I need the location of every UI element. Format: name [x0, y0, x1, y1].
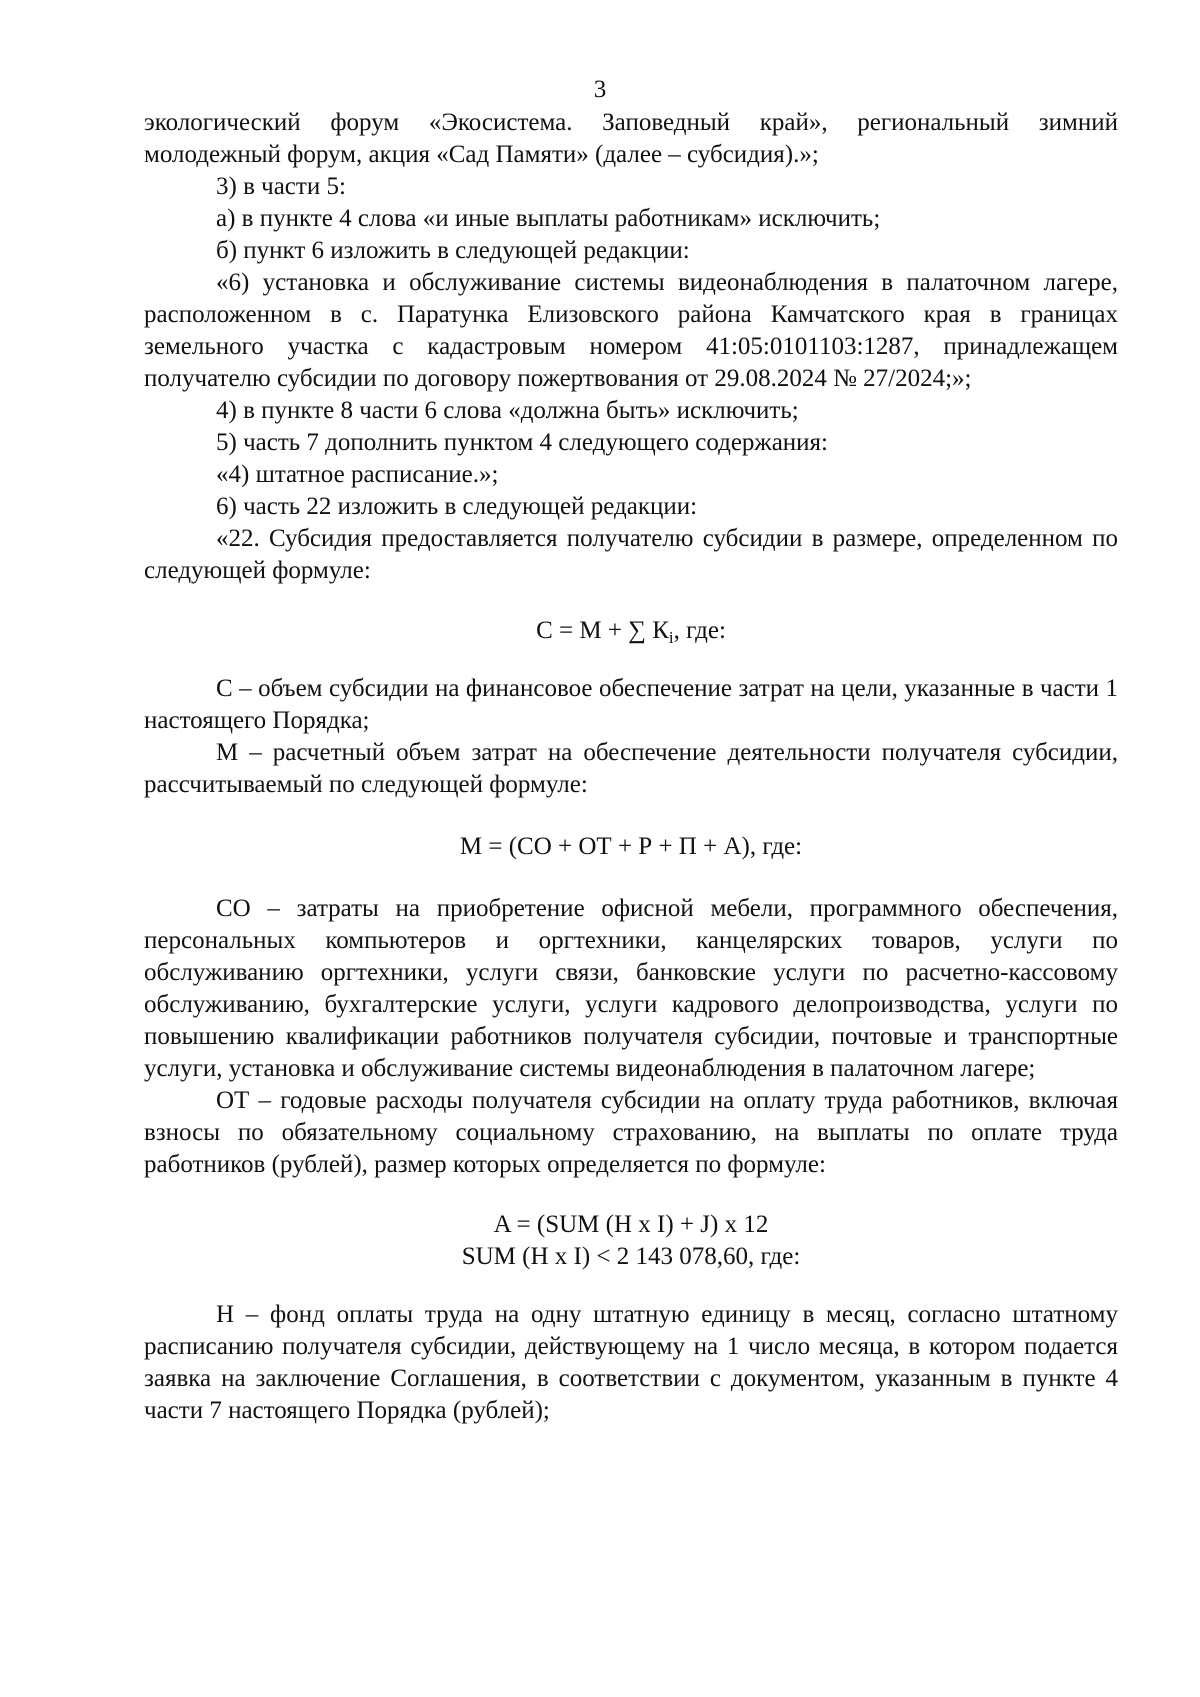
paragraph-continuation: экологический форум «Экосистема. Заповедный край», региональный зимний молодежный форум, акция «Сад Памяти» (далее – субсидия).»;	[144, 109, 1118, 168]
formula-subsidy-subscript: i	[668, 628, 674, 647]
paragraph-quote-6: «6) установка и обслуживание системы видеонаблюдения в палаточном лагере, расположенном в с. Паратунка Елизовского района Камчатского края в границах земельного участка с кадастровым номером 41:05:0101103:1287, принадлежащем получателю субсидии по договору пожертвования от 29.08.2024 № 27/2024;»;	[144, 269, 1118, 392]
formula-a	[144, 1209, 1118, 1273]
paragraph-def-c: С – объем субсидии на финансовое обеспечение затрат на цели, указанные в части 1 настоящего Порядка;	[144, 675, 1118, 734]
formula-subsidy-main: С = М + ∑ К	[536, 617, 669, 644]
formula-a-line1: A = (SUM (H x I) + J) x 12	[493, 1211, 769, 1238]
paragraph-item-3: 3) в части 5:	[216, 173, 346, 200]
paragraph-item-4: 4) в пункте 8 части 6 слова «должна быть» исключить;	[216, 397, 799, 424]
paragraph-item-5: 5) часть 7 дополнить пунктом 4 следующего содержания:	[216, 429, 828, 456]
formula-subsidy-tail: , где:	[673, 617, 726, 644]
paragraph-item-3b: б) пункт 6 изложить в следующей редакции:	[216, 237, 690, 264]
page-number: 3	[593, 76, 607, 103]
paragraph-def-co: СО – затраты на приобретение офисной мебели, программного обеспечения, персональных компьютеров и оргтехники, канцелярских товаров, услуги по обслуживанию оргтехники, услуги связи, банковские услуги по расчетно-кассовому обслуживанию, бухгалтерские услуги, услуги кадрового делопроизводства, услуги по повышению квалификации работников получателя субсидии, почтовые и транспортные услуги, установка и обслуживание системы видеонаблюдения в палаточном лагере;	[144, 895, 1118, 1082]
paragraph-quote-22: «22. Субсидия предоставляется получателю субсидии в размере, определенном по следующей формуле:	[144, 525, 1118, 584]
paragraph-def-h: H – фонд оплаты труда на одну штатную единицу в месяц, согласно штатному расписанию получателя субсидии, действующему на 1 число месяца, в котором подается заявка на заключение Соглашения, в соответствии с документом, указанным в пункте 4 части 7 настоящего Порядка (рублей);	[144, 1301, 1118, 1424]
document-body	[144, 107, 1118, 1427]
formula-m: М = (СО + ОТ + Р + П + А), где:	[459, 833, 803, 860]
paragraph-def-ot: ОТ – годовые расходы получателя субсидии на оплату труда работников, включая взносы по обязательному социальному страхованию, на выплаты по оплате труда работников (рублей), размер которых определяется по формуле:	[144, 1087, 1118, 1178]
formula-subsidy	[144, 615, 1118, 647]
paragraph-def-m: М – расчетный объем затрат на обеспечение деятельности получателя субсидии, рассчитываемый по следующей формуле:	[144, 739, 1118, 798]
paragraph-item-3a: а) в пункте 4 слова «и иные выплаты работникам» исключить;	[216, 205, 881, 232]
formula-a-line2: SUM (H x I) < 2 143 078,60, где:	[461, 1243, 801, 1270]
paragraph-quote-4: «4) штатное расписание.»;	[216, 461, 499, 488]
paragraph-item-6: 6) часть 22 изложить в следующей редакции:	[216, 493, 698, 520]
